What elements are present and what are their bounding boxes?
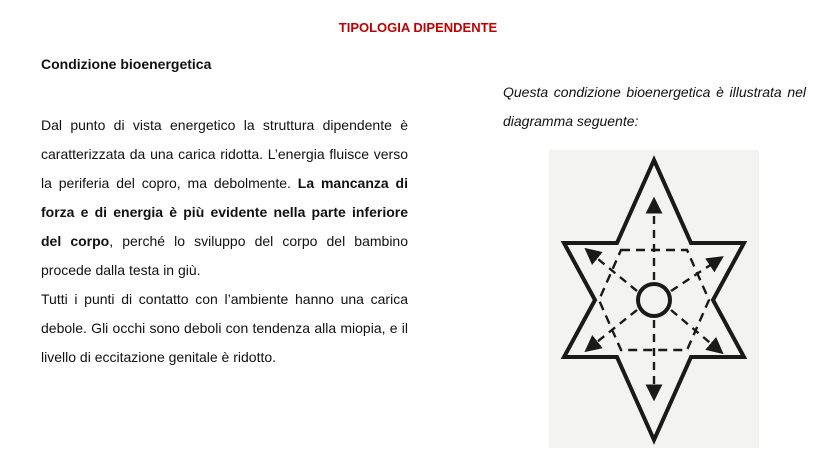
section-heading: Condizione bioenergetica: [41, 56, 212, 72]
body-text: [41, 111, 408, 372]
paragraph-1: [41, 111, 408, 285]
bioenergetic-diagram: [549, 150, 759, 448]
paragraph-1-emphasis: La mancanza di forza e di energia è più evidente nella parte inferiore del corpo: [41, 175, 408, 249]
paragraph-2: Tutti i punti di contatto con l’ambiente hanno una carica debole. Gli occhi sono deboli con tendenza alla miopia, e il livello di eccitazione genitale è ridotto.: [41, 291, 408, 365]
star-diagram-svg: [549, 150, 759, 448]
center-circle: [638, 284, 670, 316]
paragraph-1-part-1: Dal punto di vista energetico la struttura dipendente è caratterizzata da una carica ridotta. L’energia fluisce verso la periferia del copro, ma debolmente.: [41, 117, 408, 191]
diagram-caption: Questa condizione bioenergetica è illustrata nel diagramma seguente:: [503, 84, 806, 129]
paragraph-1-part-3: , perché lo sviluppo del corpo del bambino procede dalla testa in giù.: [41, 233, 408, 278]
slide-title: TIPOLOGIA DIPENDENTE: [338, 20, 498, 35]
